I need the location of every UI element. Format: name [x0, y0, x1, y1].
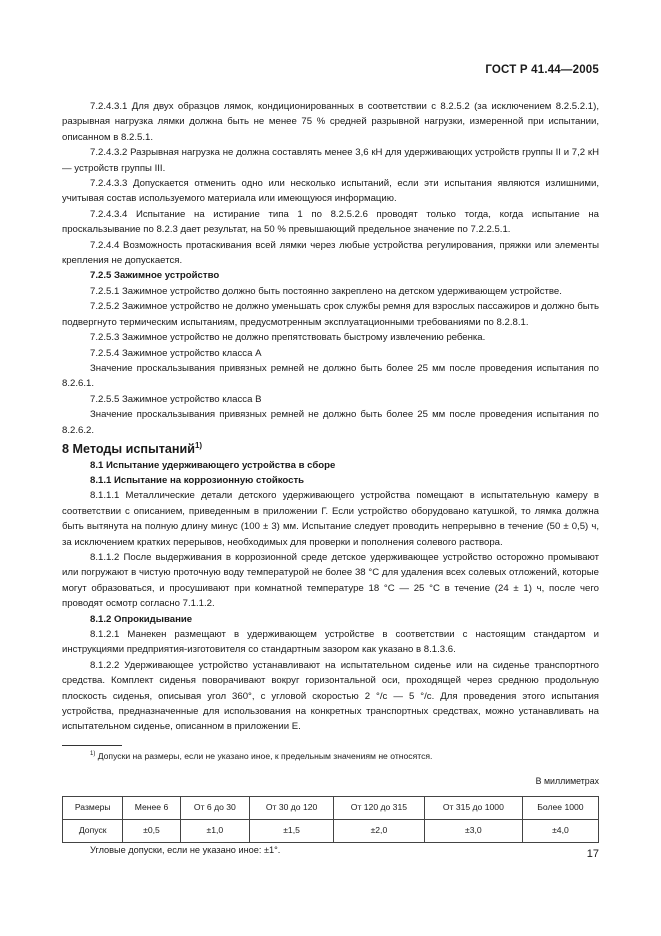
table-cell: ±4,0	[522, 820, 598, 843]
tolerance-table	[62, 796, 599, 843]
paragraph: 7.2.5.2 Зажимное устройство не должно уменьшать срок службы ремня для взрослых пассажиров и должно быть подвергнуто термическим испытаниям, предусмотренным эксплуатационными требованиями по 8.2.8.1.	[62, 301, 599, 328]
paragraph: Значение проскальзывания привязных ремней не должно быть более 25 мм после проведения испытания по 8.2.6.2.	[62, 409, 599, 436]
paragraph: 8.1 Испытание удерживающего устройства в сборе	[90, 459, 336, 471]
page-number: 17	[586, 848, 599, 860]
table-cell: ±3,0	[424, 820, 522, 843]
paragraph: 8.1.2 Опрокидывание	[90, 613, 193, 625]
paragraph: 7.2.5.3 Зажимное устройство не должно препятствовать быстрому извлечению ребенка.	[90, 332, 486, 344]
table-units: В миллиметрах	[535, 775, 599, 786]
paragraph: 7.2.5.4 Зажимное устройство класса А	[90, 347, 262, 359]
table-header-row	[63, 797, 599, 820]
document-body	[62, 99, 599, 859]
paragraph: Значение проскальзывания привязных ремней не должно быть более 25 мм после проведения испытания по 8.2.6.1.	[62, 362, 599, 390]
paragraph: 7.2.5.1 Зажимное устройство должно быть постоянно закреплено на детском удерживающем устройстве.	[90, 285, 562, 297]
paragraph: 8.1.1 Испытание на коррозионную стойкость	[90, 474, 305, 486]
footnote-divider	[62, 745, 122, 746]
angular-tolerance-note: Угловые допуски, если не указано иное: ±1°.	[90, 845, 281, 856]
paragraph: 7.2.4.4 Возможность протаскивания всей лямки через любые устройства регулирования, пряжки или элементы крепления не допускается.	[62, 239, 599, 267]
table-header-cell: Размеры	[63, 797, 123, 820]
table-cell: ±1,0	[180, 820, 250, 843]
table-cell: ±0,5	[123, 820, 180, 843]
table-cell: ±1,5	[250, 820, 334, 843]
table-cell: Допуск	[63, 820, 123, 843]
table-header-cell: От 6 до 30	[180, 797, 250, 820]
paragraph: 8.1.2.1 Манекен размещают в удерживающем устройстве в соответствии с настоящим стандартом и инструкциями предприятия-изготовителя со стандартным зазором как указано в 8.1.3.6.	[62, 629, 599, 656]
paragraph: 8.1.1.1 Металлические детали детского удерживающего устройства помещают в испытательную камеру в соответствии с описанием, приведенным в приложении Г. Если устройство оборудовано катушкой, то лямка должна быть вытянута на полную длину минус (100 ± 3) мм. Испытание следует проводить непрерывно в течение (50 ± 0,5) ч, за исключением кратких перерывов, необходимых для проверки и пополнения солевого раствора.	[62, 490, 599, 548]
footnote	[62, 748, 599, 763]
paragraph: 8.1.2.2 Удерживающее устройство устанавливают на испытательном сиденье или на сиденье транспортного средства. Комплект сиденья поворачивают вокруг горизонтальной оси, проходящей через среднюю продольную плоскость сиденья, описывая угол 360°, с угловой скоростью 2 °/с — 5 °/с. Для проведения этого испытания устройства, предназначенные для использования на конкретных транспортных средствах, можно устанавливать на испытательном сиденье, описанном в приложении Е.	[62, 659, 599, 733]
paragraph: 8.1.1.2 После выдерживания в коррозионной среде детское удерживающее устройство осторожно промывают или погружают в чистую проточную воду температурой не более 38 °С для удаления всех солевых отложений, которые могут образоваться, и просушивают при комнатной температуре 18 °С — 25 °С в течение (24 ± 1) ч, после чего проводят осмотр согласно 7.1.1.2.	[62, 551, 599, 610]
table-row	[63, 820, 599, 843]
paragraph: 7.2.4.3.3 Допускается отменить одно или несколько испытаний, если эти испытания являются излишними, учитывая состав используемого материала или имеющуюся информацию.	[62, 178, 599, 205]
paragraphs-group-2	[62, 458, 599, 735]
table-header-cell: От 120 до 315	[333, 797, 424, 820]
table-header-cell: От 30 до 120	[250, 797, 334, 820]
footnote-mark: 1)	[90, 750, 96, 757]
section-title: 8 Методы испытаний	[62, 442, 195, 457]
table-cell: ±2,0	[333, 820, 424, 843]
paragraph: 7.2.5 Зажимное устройство	[90, 270, 220, 282]
footnote-text: Допуски на размеры, если не указано иное, к предельным значениям не относятся.	[97, 750, 433, 761]
paragraph: 7.2.4.3.1 Для двух образцов лямок, кондиционированных в соответствии с 8.2.5.2 (за исключением 8.2.5.2.1), разрывная нагрузка лямки должна быть не менее 75 % средней разрывной нагрузки, измеренной при испытании, описанном в 8.2.5.1.	[62, 101, 599, 143]
paragraphs-group-1	[62, 99, 599, 438]
table-header-cell: Менее 6	[123, 797, 180, 820]
table-header-cell: Более 1000	[522, 797, 598, 820]
paragraph: 7.2.4.3.4 Испытание на истирание типа 1 по 8.2.5.2.6 проводят только тогда, когда испытание на проскальзывание по 8.2.3 дает результат, на 50 % превышающий предельное значение по 7.2.2.5.1.	[62, 208, 599, 236]
document-header: ГОСТ Р 41.44—2005	[485, 64, 599, 76]
section-heading	[62, 438, 599, 458]
footnote-ref: 1)	[194, 440, 203, 450]
paragraph: 7.2.5.5 Зажимное устройство класса В	[90, 393, 262, 405]
table-header-cell: От 315 до 1000	[424, 797, 522, 820]
paragraph: 7.2.4.3.2 Разрывная нагрузка не должна составлять менее 3,6 кН для удерживающих устройств группы II и 7,2 кН — устройств группы III.	[62, 147, 599, 174]
